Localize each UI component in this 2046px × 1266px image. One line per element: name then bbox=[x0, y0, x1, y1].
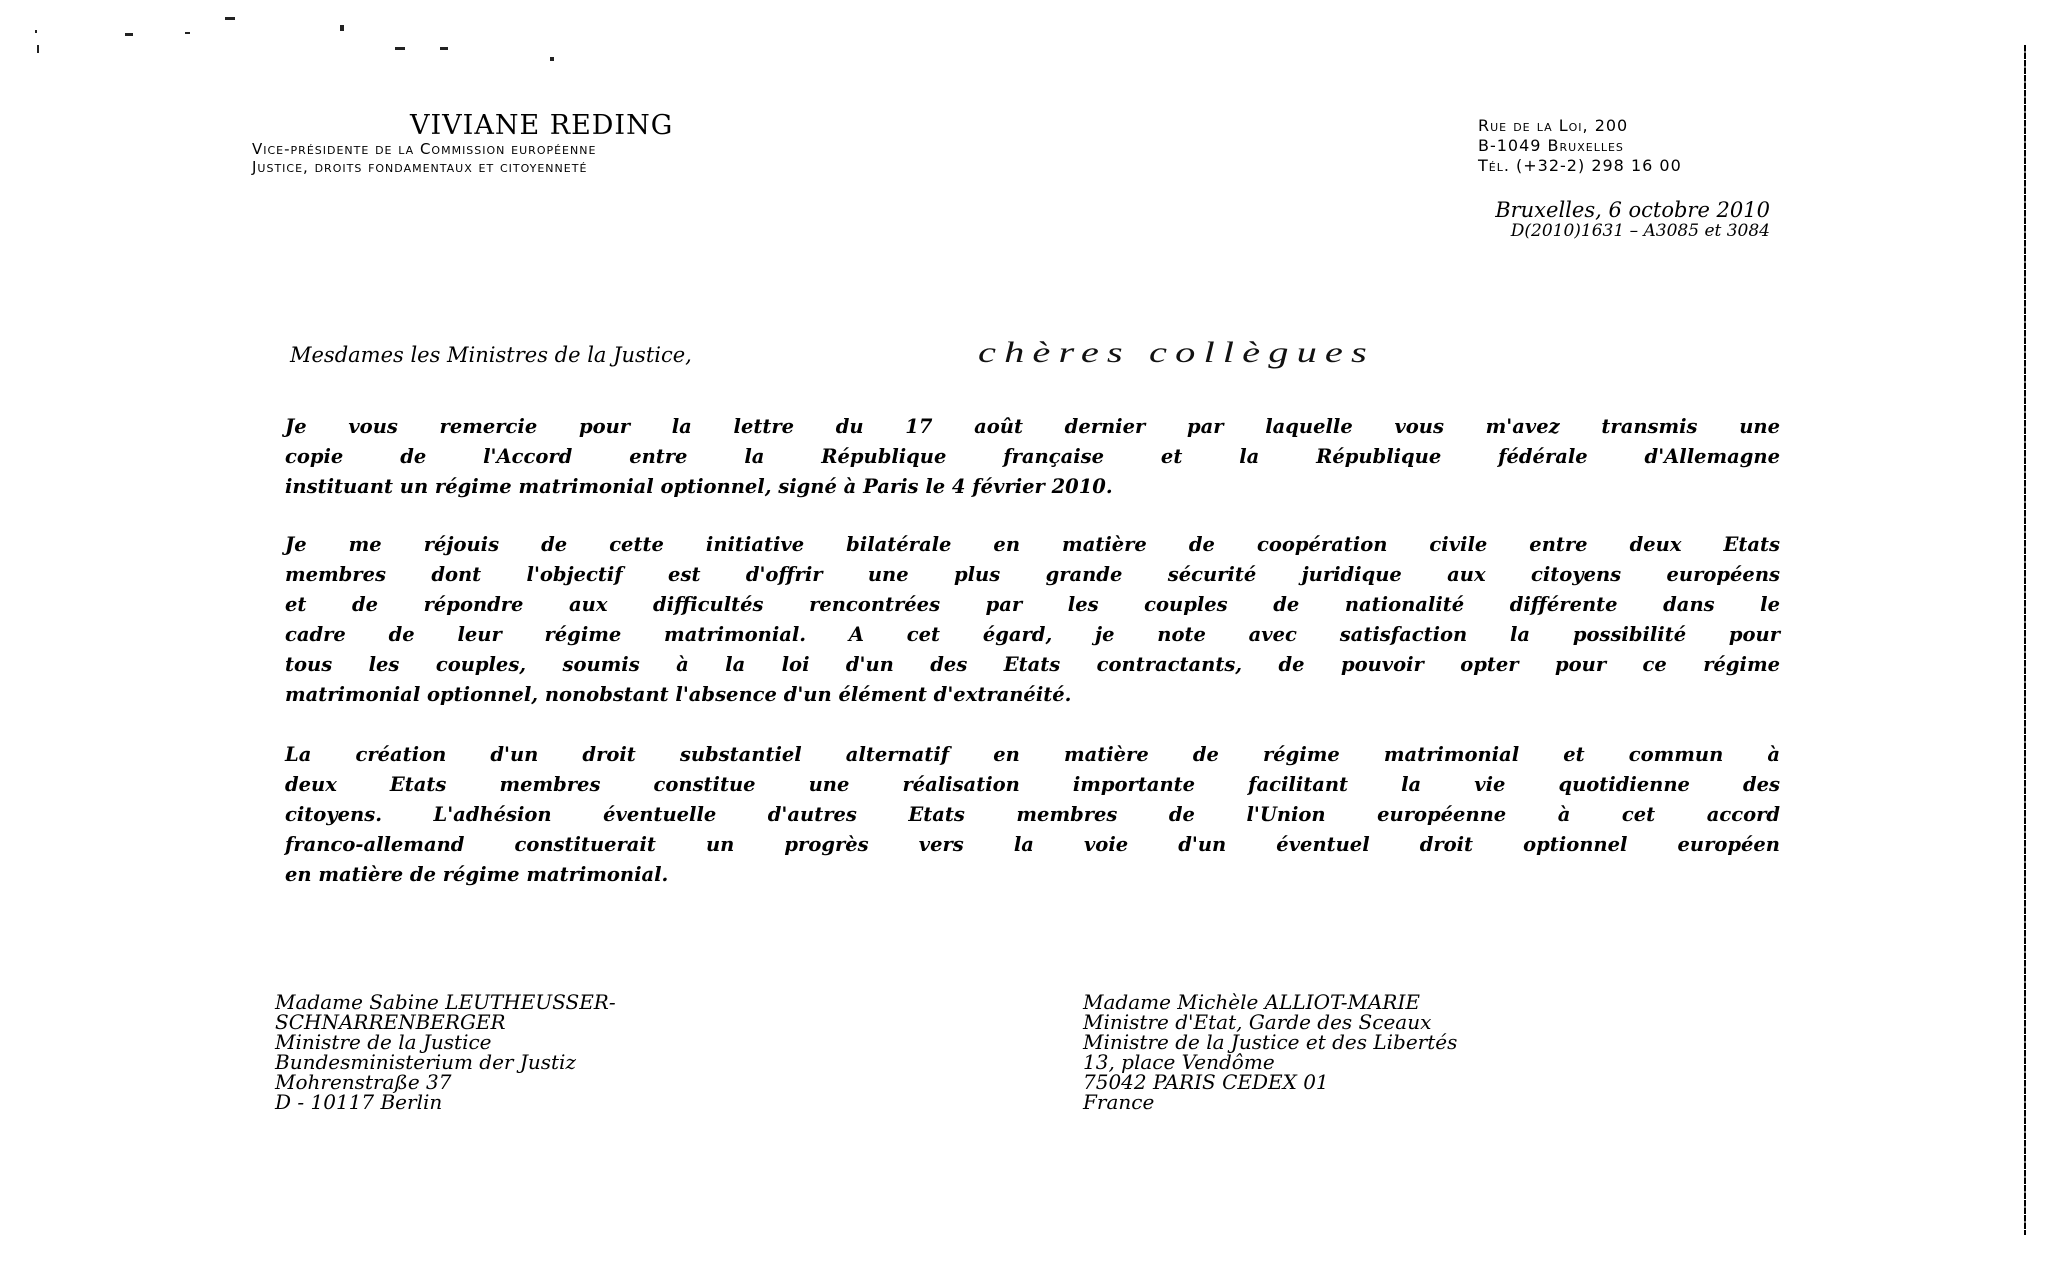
address-line: B-1049 Bruxelles bbox=[1478, 136, 1624, 155]
recipient-line: Mohrenstraße 37 bbox=[275, 1070, 452, 1094]
text-line: et de répondre aux difficultés rencontrées par les couples de nationalité différente dans le bbox=[285, 593, 1780, 616]
page-edge-line bbox=[2024, 45, 2026, 1235]
address-line: Rue de la Loi, 200 bbox=[1478, 116, 1629, 135]
text-line: matrimonial optionnel, nonobstant l'absence d'un élément d'extranéité. bbox=[285, 683, 1072, 706]
recipient-line: SCHNARRENBERGER bbox=[275, 1010, 506, 1034]
recipient-line: Madame Michèle ALLIOT-MARIE bbox=[1083, 990, 1420, 1014]
body-paragraph bbox=[285, 412, 1780, 502]
body-paragraph bbox=[285, 740, 1780, 890]
text-line: franco-allemand constituerait un progrès vers la voie d'un éventuel droit optionnel européen bbox=[285, 833, 1780, 856]
address-line: Tél. (+32-2) 298 16 00 bbox=[1478, 156, 1682, 175]
sender-address bbox=[1478, 116, 1682, 176]
recipient-line: Ministre de la Justice et des Libertés bbox=[1083, 1030, 1458, 1054]
recipient-address-france bbox=[1083, 992, 1457, 1112]
text-line: Je vous remercie pour la lettre du 17 août dernier par laquelle vous m'avez transmis une bbox=[285, 415, 1780, 438]
recipient-address-germany bbox=[275, 992, 616, 1112]
recipient-line: 75042 PARIS CEDEX 01 bbox=[1083, 1070, 1329, 1094]
text-line: La création d'un droit substantiel alternatif en matière de régime matrimonial et commun à bbox=[285, 743, 1780, 766]
sender-titles bbox=[252, 140, 596, 176]
letter-reference: D(2010)1631 – A3085 et 3084 bbox=[1510, 221, 1770, 241]
sender-title-line: Justice, droits fondamentaux et citoyenneté bbox=[252, 158, 588, 176]
text-line: instituant un régime matrimonial optionnel, signé à Paris le 4 février 2010. bbox=[285, 475, 1113, 498]
salutation: Mesdames les Ministres de la Justice, bbox=[290, 343, 692, 367]
body-paragraph bbox=[285, 530, 1780, 710]
date-block bbox=[1360, 200, 1770, 242]
text-line: cadre de leur régime matrimonial. A cet égard, je note avec satisfaction la possibilité pour bbox=[285, 623, 1780, 646]
text-line: Je me réjouis de cette initiative bilatérale en matière de coopération civile entre deux Etats bbox=[285, 533, 1780, 556]
text-line: en matière de régime matrimonial. bbox=[285, 863, 669, 886]
sender-title-line: Vice-présidente de la Commission européenne bbox=[252, 140, 597, 158]
text-line: membres dont l'objectif est d'offrir une plus grande sécurité juridique aux citoyens européens bbox=[285, 563, 1780, 586]
recipient-line: Bundesministerium der Justiz bbox=[275, 1050, 576, 1074]
recipient-line: France bbox=[1083, 1090, 1155, 1114]
text-line: tous les couples, soumis à la loi d'un des Etats contractants, de pouvoir opter pour ce régime bbox=[285, 653, 1780, 676]
handwritten-note: chères collègues bbox=[978, 336, 1375, 369]
scan-artifacts bbox=[20, 15, 580, 75]
recipient-line: Ministre d'Etat, Garde des Sceaux bbox=[1083, 1010, 1432, 1034]
text-line: citoyens. L'adhésion éventuelle d'autres Etats membres de l'Union européenne à cet accord bbox=[285, 803, 1780, 826]
recipient-line: Madame Sabine LEUTHEUSSER- bbox=[275, 990, 616, 1014]
letter-date: Bruxelles, 6 octobre 2010 bbox=[1495, 198, 1770, 222]
recipient-line: D - 10117 Berlin bbox=[275, 1090, 443, 1114]
sender-name: VIVIANE REDING bbox=[410, 110, 674, 141]
recipient-line: Ministre de la Justice bbox=[275, 1030, 492, 1054]
text-line: deux Etats membres constitue une réalisation importante facilitant la vie quotidienne des bbox=[285, 773, 1780, 796]
recipient-line: 13, place Vendôme bbox=[1083, 1050, 1275, 1074]
text-line: copie de l'Accord entre la République française et la République fédérale d'Allemagne bbox=[285, 445, 1780, 468]
